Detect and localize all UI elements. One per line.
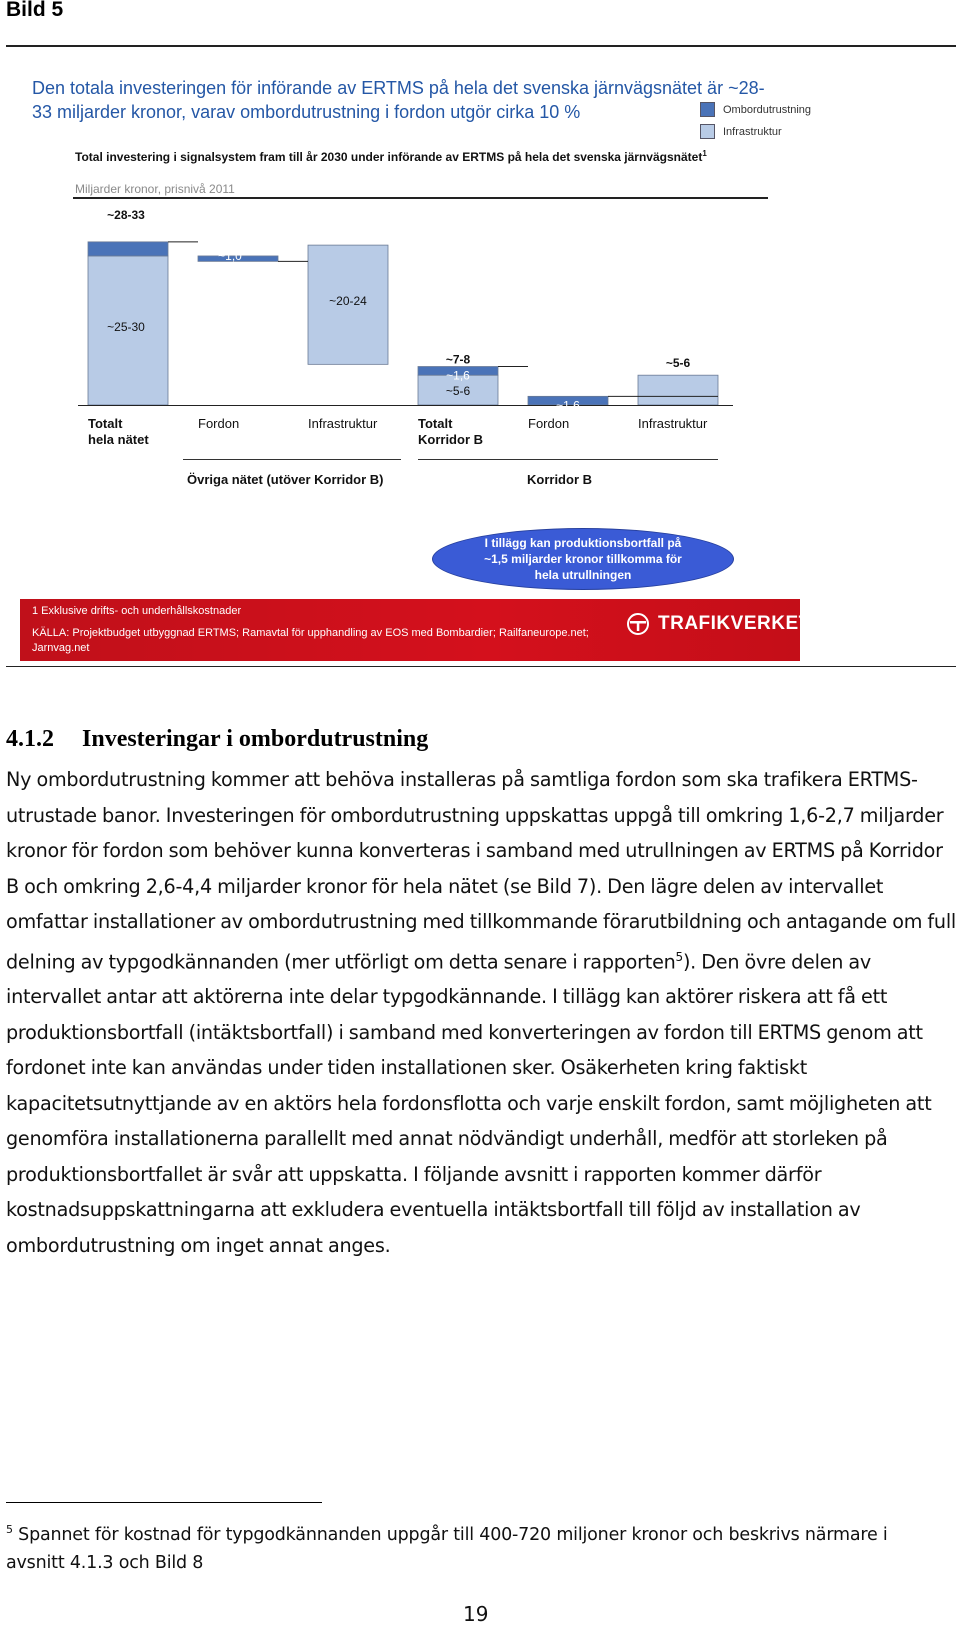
- chart-unit: Miljarder kronor, prisnivå 2011: [75, 182, 235, 196]
- chart-footnote: 1 Exklusive drifts- och underhållskostnader: [32, 605, 242, 617]
- footnote-divider: [6, 1502, 322, 1503]
- group-divider-corridor-b: [418, 459, 718, 460]
- section-title: Investeringar i ombordutrustning: [82, 726, 429, 752]
- figure-label: Bild 5: [6, 0, 64, 21]
- category-label-line: Infrastruktur: [638, 416, 708, 431]
- onboard-value-label: ~1,6: [556, 398, 580, 413]
- total-label: ~28-33: [107, 207, 145, 222]
- group-divider-other-network: [183, 459, 401, 460]
- chart-subtitle-footnote-marker: 1: [702, 149, 707, 158]
- onboard-bar-0: [88, 242, 168, 256]
- category-label-line: Totalt: [88, 416, 123, 431]
- trafikverket-logo: [625, 613, 811, 635]
- section-number: 4.1.2: [6, 726, 54, 752]
- onboard-value-label: ~1,6: [446, 368, 470, 383]
- footnote-reference: 5: [675, 949, 683, 964]
- legend-label-onboard: Ombordutrustning: [723, 103, 812, 116]
- chart-header-divider: [73, 197, 768, 199]
- chart-subtitle: [75, 145, 735, 166]
- onboard-value-label: ~1,0: [218, 248, 242, 263]
- logo-wordmark: TRAFIKVERKET: [658, 613, 811, 634]
- page-footnote-number: 5: [6, 1523, 13, 1536]
- rail-emblem-icon: [625, 613, 651, 635]
- category-label-line: Fordon: [198, 416, 240, 431]
- top-divider: [6, 45, 956, 47]
- legend-item-infrastructure: [700, 124, 782, 139]
- chart-source: KÄLLA: Projektbudget utbyggnad ERTMS; Ramavtal för upphandling av EOS med Bombardier; Railfaneurope.net; Jarnvag.net: [32, 627, 589, 654]
- infrastructure-value-label: ~5-6: [665, 356, 691, 370]
- category-label-line: Korridor B: [418, 432, 483, 447]
- page-footnote: [6, 1516, 951, 1577]
- infrastructure-bar-5: [638, 375, 718, 405]
- group-label-corridor-b: Korridor B: [527, 472, 592, 487]
- group-label-other-network: Övriga nätet (utöver Korridor B): [187, 472, 384, 487]
- category-label: [638, 416, 707, 432]
- legend-swatch-infrastructure: [700, 124, 715, 139]
- page-number: 19: [463, 1602, 489, 1626]
- section-heading: [6, 726, 428, 753]
- category-label-line: Infrastruktur: [308, 416, 378, 431]
- chart-footer-banner: [20, 599, 811, 661]
- legend-item-onboard: [700, 102, 811, 117]
- category-label: [308, 416, 377, 432]
- category-label: [528, 416, 569, 432]
- category-label: [418, 416, 483, 448]
- infrastructure-value-label: ~25-30: [107, 320, 145, 334]
- category-label-line: Totalt: [418, 416, 453, 431]
- figure-bottom-divider: [6, 666, 956, 667]
- total-label: ~7-8: [445, 352, 471, 367]
- body-paragraph: [6, 762, 958, 1263]
- legend-label-infrastructure: Infrastruktur: [723, 125, 782, 138]
- chart-subtitle-text: Total investering i signalsystem fram till år 2030 under införande av ERTMS på hela det svenska järnvägsnätet: [75, 150, 703, 164]
- category-label-line: hela nätet: [88, 432, 149, 447]
- infrastructure-value-label: ~20-24: [329, 294, 367, 308]
- infrastructure-value-label: ~5-6: [445, 384, 471, 398]
- production-loss-note: [432, 528, 734, 590]
- body-text-part2: ). Den övre delen av intervallet antar att aktörerna inte delar typgodkännande. I tillägg kan aktörer riskera att få ett produktionsbortfall (intäktsbortfall) i samband med konverteringen av fordon till ERTMS genom att fordonet inte kan användas under tiden installationen sker. Osäkerheten kring faktiskt kapacitetsutnyttjande av en aktörs hela fordonsflotta och varje enskilt fordon, samt möjligheten att genomföra installationerna parallellt med annat nödvändigt underhåll, medför att storleken på produktionsbortfallet är svår att uppskatta. I följande avsnitt i rapporten kommer därför kostnadsuppskattningarna att exkludera eventuella intäktsbortfall till följd av installation av ombordutrustning om inget annat anges.: [6, 949, 932, 1257]
- page-footnote-text: Spannet för kostnad för typgodkännanden uppgår till 400-720 miljoner kronor och beskrivs närmare i avsnitt 4.1.3 och Bild 8: [6, 1524, 888, 1573]
- onboard-value-label: ~2,6: [114, 226, 138, 241]
- production-loss-note-text: I tillägg kan produktionsbortfall på ~1,5 miljarder kronor tillkomma för hela utrullningen: [484, 536, 682, 582]
- category-label-line: Fordon: [528, 416, 570, 431]
- category-label: [198, 416, 239, 432]
- category-label: [88, 416, 149, 448]
- body-text-part1: Ny ombordutrustning kommer att behöva installeras på samtliga fordon som ska trafikera ERTMS-utrustade banor. Investeringen för ombordutrustning uppskattas uppgå till omkring 1,6-2,7 miljarder kronor för fordon som behöver kunna konverteras i samband med utrullningen av ERTMS på Korridor B och omkring 2,6-4,4 miljarder kronor för hela nätet (se Bild 7). Den lägre delen av intervallet omfattar installationer av ombordutrustning med tillkommande förarutbildning och antagande om full delning av typgodkännanden (mer utförligt om detta senare i rapporten: [6, 768, 956, 973]
- legend-swatch-onboard: [700, 102, 715, 117]
- chart-headline: Den totala investeringen för införande av ERTMS på hela det svenska järnvägsnätet är ~28-33 miljarder kronor, varav ombordutrustning i fordon utgör cirka 10 %: [32, 78, 765, 122]
